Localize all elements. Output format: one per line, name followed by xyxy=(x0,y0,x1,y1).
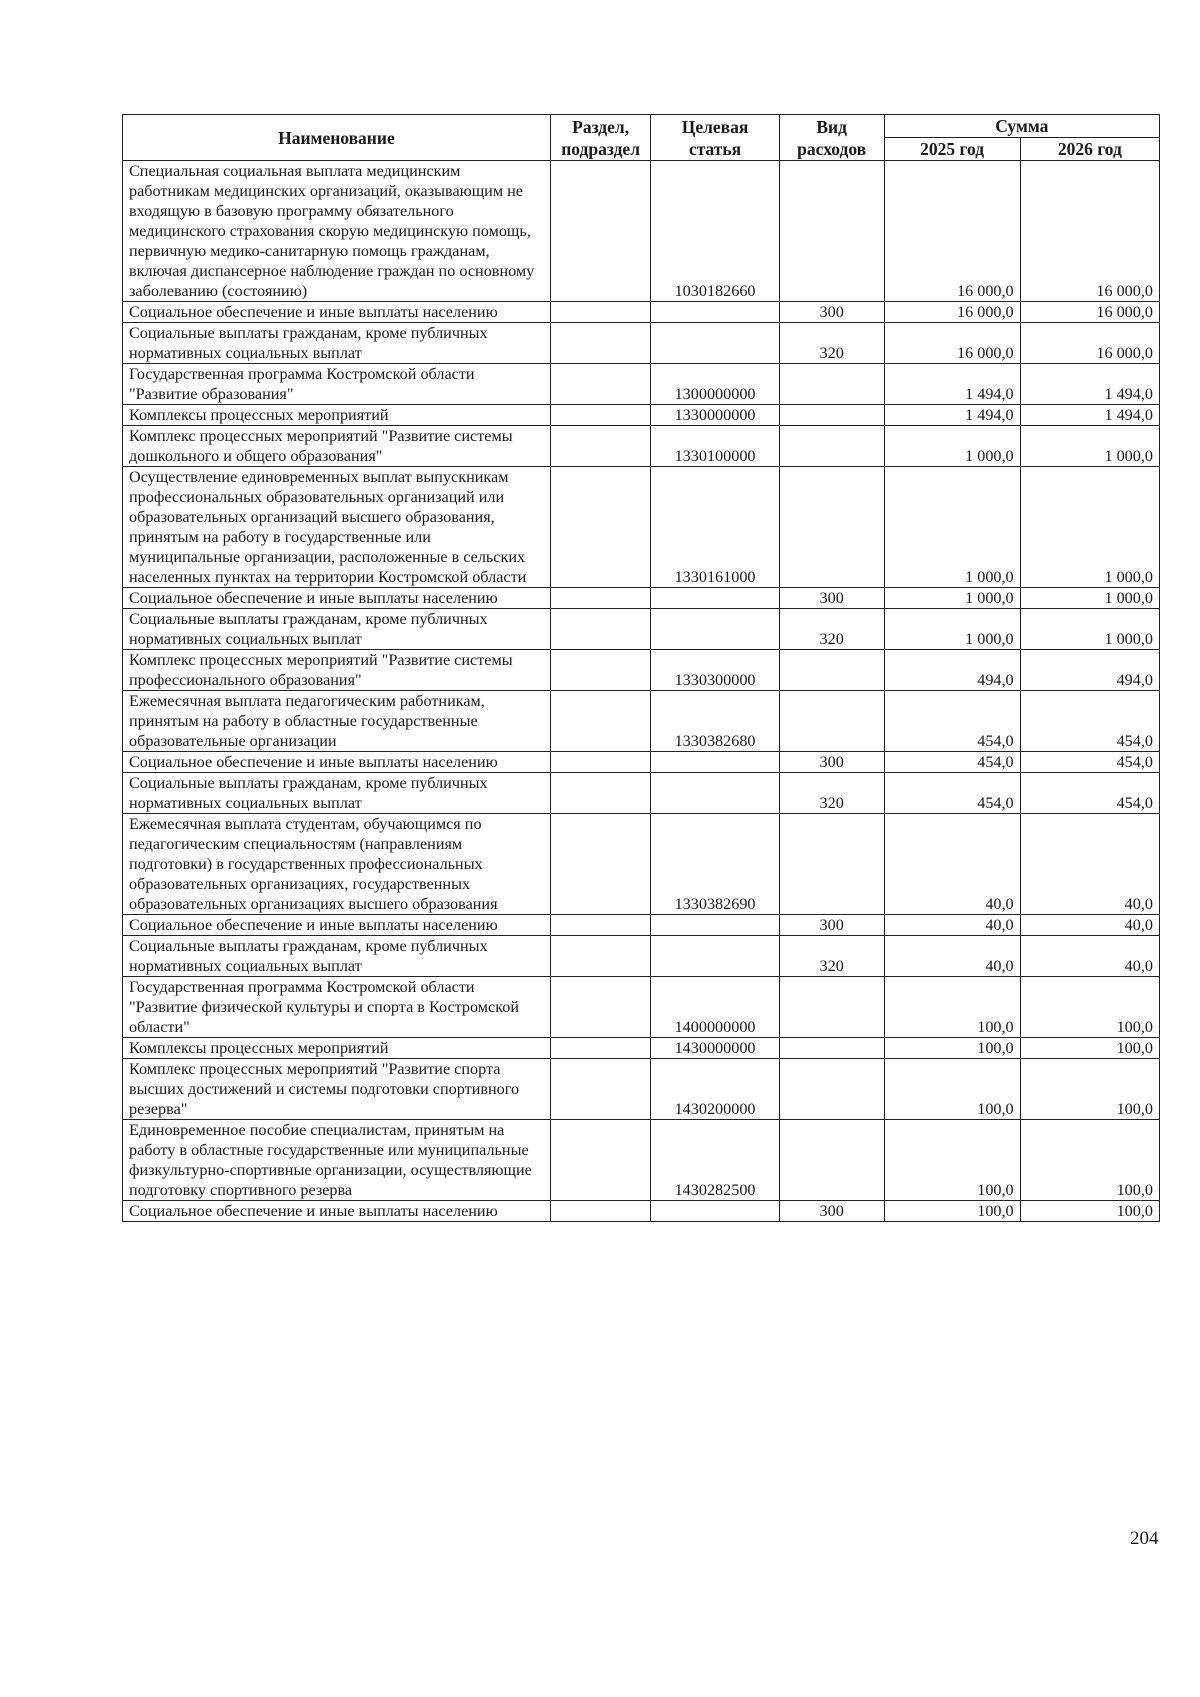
row-target-code xyxy=(651,323,779,364)
table-row xyxy=(123,977,1160,1038)
row-name: Социальные выплаты гражданам, кроме публичных нормативных социальных выплат xyxy=(123,609,551,650)
row-amount-2026: 100,0 xyxy=(1020,1201,1159,1222)
row-name: Социальное обеспечение и иные выплаты населению xyxy=(123,588,551,609)
row-section xyxy=(550,1120,651,1201)
header-year-2026: 2026 год xyxy=(1020,138,1159,161)
row-target-code: 1330382680 xyxy=(651,691,779,752)
row-target-code xyxy=(651,609,779,650)
row-amount-2026: 100,0 xyxy=(1020,1038,1159,1059)
row-amount-2026: 40,0 xyxy=(1020,936,1159,977)
row-amount-2026: 1 494,0 xyxy=(1020,405,1159,426)
row-amount-2025: 1 494,0 xyxy=(884,405,1020,426)
table-row xyxy=(123,915,1160,936)
row-name: Единовременное пособие специалистам, принятым на работу в областные государственные или муниципальные физкультурно-спортивные организации, осуществляющие подготовку спортивного резерва xyxy=(123,1120,551,1201)
row-expense-type xyxy=(779,1120,884,1201)
row-name: Комплекс процессных мероприятий "Развитие спорта высших достижений и системы подготовки спортивного резерва" xyxy=(123,1059,551,1120)
table-row xyxy=(123,1038,1160,1059)
row-amount-2026: 1 000,0 xyxy=(1020,609,1159,650)
row-section xyxy=(550,752,651,773)
row-target-code: 1400000000 xyxy=(651,977,779,1038)
row-target-code xyxy=(651,1201,779,1222)
row-name: Комплекс процессных мероприятий "Развитие системы профессионального образования" xyxy=(123,650,551,691)
row-expense-type: 320 xyxy=(779,936,884,977)
row-section xyxy=(550,467,651,588)
table-row xyxy=(123,1201,1160,1222)
row-name: Ежемесячная выплата педагогическим работникам, принятым на работу в областные государственные образовательные организации xyxy=(123,691,551,752)
row-section xyxy=(550,588,651,609)
row-expense-type: 320 xyxy=(779,323,884,364)
row-amount-2026: 16 000,0 xyxy=(1020,161,1159,302)
row-amount-2026: 40,0 xyxy=(1020,915,1159,936)
row-name: Специальная социальная выплата медицинским работникам медицинских организаций, оказывающим не входящую в базовую программу обязательного медицинского страхования скорую медицинскую помощь, первичную медико-санитарную помощь гражданам, включая диспансерное наблюдение граждан по основному заболеванию (состоянию) xyxy=(123,161,551,302)
table-row xyxy=(123,323,1160,364)
row-amount-2026: 100,0 xyxy=(1020,1120,1159,1201)
row-expense-type xyxy=(779,161,884,302)
table-header xyxy=(123,115,1160,161)
row-section xyxy=(550,364,651,405)
row-section xyxy=(550,773,651,814)
row-amount-2026: 1 000,0 xyxy=(1020,467,1159,588)
row-expense-type: 300 xyxy=(779,915,884,936)
row-expense-type xyxy=(779,650,884,691)
row-section xyxy=(550,691,651,752)
row-amount-2026: 1 494,0 xyxy=(1020,364,1159,405)
row-target-code xyxy=(651,302,779,323)
row-expense-type xyxy=(779,1059,884,1120)
row-target-code xyxy=(651,936,779,977)
row-name: Комплекс процессных мероприятий "Развитие системы дошкольного и общего образования" xyxy=(123,426,551,467)
row-name: Осуществление единовременных выплат выпускникам профессиональных образовательных организаций или образовательных организаций высшего образования, принятым на работу в государственные или муниципальные организации, расположенные в сельских населенных пунктах на территории Костромской области xyxy=(123,467,551,588)
row-section xyxy=(550,650,651,691)
row-amount-2026: 100,0 xyxy=(1020,977,1159,1038)
document-sheet xyxy=(122,114,1160,1222)
row-section xyxy=(550,1038,651,1059)
row-target-code xyxy=(651,773,779,814)
row-target-code: 1330300000 xyxy=(651,650,779,691)
row-name: Социальные выплаты гражданам, кроме публичных нормативных социальных выплат xyxy=(123,773,551,814)
row-expense-type xyxy=(779,814,884,915)
row-expense-type: 300 xyxy=(779,588,884,609)
row-name: Государственная программа Костромской области "Развитие образования" xyxy=(123,364,551,405)
header-year-2025: 2025 год xyxy=(884,138,1020,161)
row-expense-type: 300 xyxy=(779,302,884,323)
row-target-code: 1030182660 xyxy=(651,161,779,302)
row-target-code: 1330161000 xyxy=(651,467,779,588)
row-name: Комплексы процессных мероприятий xyxy=(123,405,551,426)
row-name: Социальное обеспечение и иные выплаты населению xyxy=(123,752,551,773)
page-number: 204 xyxy=(1130,1528,1159,1549)
row-target-code xyxy=(651,588,779,609)
row-section xyxy=(550,426,651,467)
row-expense-type: 300 xyxy=(779,752,884,773)
row-amount-2025: 40,0 xyxy=(884,814,1020,915)
table-row xyxy=(123,752,1160,773)
row-amount-2025: 454,0 xyxy=(884,752,1020,773)
table-row xyxy=(123,936,1160,977)
row-amount-2025: 16 000,0 xyxy=(884,323,1020,364)
row-amount-2026: 40,0 xyxy=(1020,814,1159,915)
table-row xyxy=(123,650,1160,691)
table-row xyxy=(123,161,1160,302)
row-amount-2025: 100,0 xyxy=(884,1059,1020,1120)
row-section xyxy=(550,1059,651,1120)
row-target-code: 1300000000 xyxy=(651,364,779,405)
row-name: Социальное обеспечение и иные выплаты населению xyxy=(123,1201,551,1222)
row-amount-2025: 40,0 xyxy=(884,915,1020,936)
row-expense-type xyxy=(779,691,884,752)
row-name: Комплексы процессных мероприятий xyxy=(123,1038,551,1059)
row-amount-2025: 494,0 xyxy=(884,650,1020,691)
row-amount-2025: 454,0 xyxy=(884,691,1020,752)
row-amount-2026: 454,0 xyxy=(1020,752,1159,773)
row-section xyxy=(550,302,651,323)
row-amount-2025: 100,0 xyxy=(884,977,1020,1038)
row-expense-type xyxy=(779,364,884,405)
row-section xyxy=(550,609,651,650)
row-name: Государственная программа Костромской области "Развитие физической культуры и спорта в Костромской области" xyxy=(123,977,551,1038)
table-row xyxy=(123,773,1160,814)
row-amount-2026: 454,0 xyxy=(1020,773,1159,814)
table-row xyxy=(123,1120,1160,1201)
row-section xyxy=(550,814,651,915)
row-amount-2025: 16 000,0 xyxy=(884,302,1020,323)
row-target-code: 1330000000 xyxy=(651,405,779,426)
header-target: Целевая статья xyxy=(651,115,779,161)
table-row xyxy=(123,405,1160,426)
budget-table xyxy=(122,114,1160,1222)
row-amount-2025: 1 000,0 xyxy=(884,609,1020,650)
row-amount-2025: 40,0 xyxy=(884,936,1020,977)
row-expense-type xyxy=(779,1038,884,1059)
row-section xyxy=(550,323,651,364)
row-name: Ежемесячная выплата студентам, обучающимся по педагогическим специальностям (направлениям подготовки) в государственных профессиональных образовательных организациях, государственных образовательных организациях высшего образования xyxy=(123,814,551,915)
row-amount-2025: 1 494,0 xyxy=(884,364,1020,405)
header-sum: Сумма xyxy=(884,115,1159,138)
header-section: Раздел, подраздел xyxy=(550,115,651,161)
row-amount-2026: 16 000,0 xyxy=(1020,323,1159,364)
table-body xyxy=(123,161,1160,1222)
row-amount-2026: 100,0 xyxy=(1020,1059,1159,1120)
row-target-code: 1330100000 xyxy=(651,426,779,467)
row-target-code xyxy=(651,915,779,936)
table-row xyxy=(123,426,1160,467)
row-expense-type xyxy=(779,977,884,1038)
row-section xyxy=(550,405,651,426)
table-row xyxy=(123,1059,1160,1120)
row-name: Социальные выплаты гражданам, кроме публичных нормативных социальных выплат xyxy=(123,936,551,977)
header-name: Наименование xyxy=(123,115,551,161)
row-amount-2025: 100,0 xyxy=(884,1038,1020,1059)
row-expense-type xyxy=(779,426,884,467)
row-target-code: 1430200000 xyxy=(651,1059,779,1120)
row-expense-type xyxy=(779,405,884,426)
table-row xyxy=(123,609,1160,650)
table-row xyxy=(123,691,1160,752)
row-amount-2025: 1 000,0 xyxy=(884,426,1020,467)
row-section xyxy=(550,936,651,977)
row-amount-2026: 454,0 xyxy=(1020,691,1159,752)
row-target-code: 1430000000 xyxy=(651,1038,779,1059)
row-expense-type: 300 xyxy=(779,1201,884,1222)
row-amount-2025: 1 000,0 xyxy=(884,588,1020,609)
row-amount-2026: 494,0 xyxy=(1020,650,1159,691)
row-expense-type xyxy=(779,467,884,588)
row-target-code: 1430282500 xyxy=(651,1120,779,1201)
row-name: Социальное обеспечение и иные выплаты населению xyxy=(123,302,551,323)
header-expense-type: Вид расходов xyxy=(779,115,884,161)
row-name: Социальное обеспечение и иные выплаты населению xyxy=(123,915,551,936)
table-row xyxy=(123,814,1160,915)
row-name: Социальные выплаты гражданам, кроме публичных нормативных социальных выплат xyxy=(123,323,551,364)
row-target-code xyxy=(651,752,779,773)
row-expense-type: 320 xyxy=(779,609,884,650)
row-section xyxy=(550,915,651,936)
table-row xyxy=(123,588,1160,609)
row-amount-2026: 16 000,0 xyxy=(1020,302,1159,323)
row-section xyxy=(550,977,651,1038)
row-amount-2025: 100,0 xyxy=(884,1201,1020,1222)
row-amount-2025: 454,0 xyxy=(884,773,1020,814)
row-expense-type: 320 xyxy=(779,773,884,814)
table-row xyxy=(123,467,1160,588)
row-target-code: 1330382690 xyxy=(651,814,779,915)
row-amount-2026: 1 000,0 xyxy=(1020,426,1159,467)
row-amount-2025: 100,0 xyxy=(884,1120,1020,1201)
row-section xyxy=(550,161,651,302)
row-amount-2025: 1 000,0 xyxy=(884,467,1020,588)
row-amount-2025: 16 000,0 xyxy=(884,161,1020,302)
table-row xyxy=(123,364,1160,405)
row-section xyxy=(550,1201,651,1222)
row-amount-2026: 1 000,0 xyxy=(1020,588,1159,609)
table-row xyxy=(123,302,1160,323)
